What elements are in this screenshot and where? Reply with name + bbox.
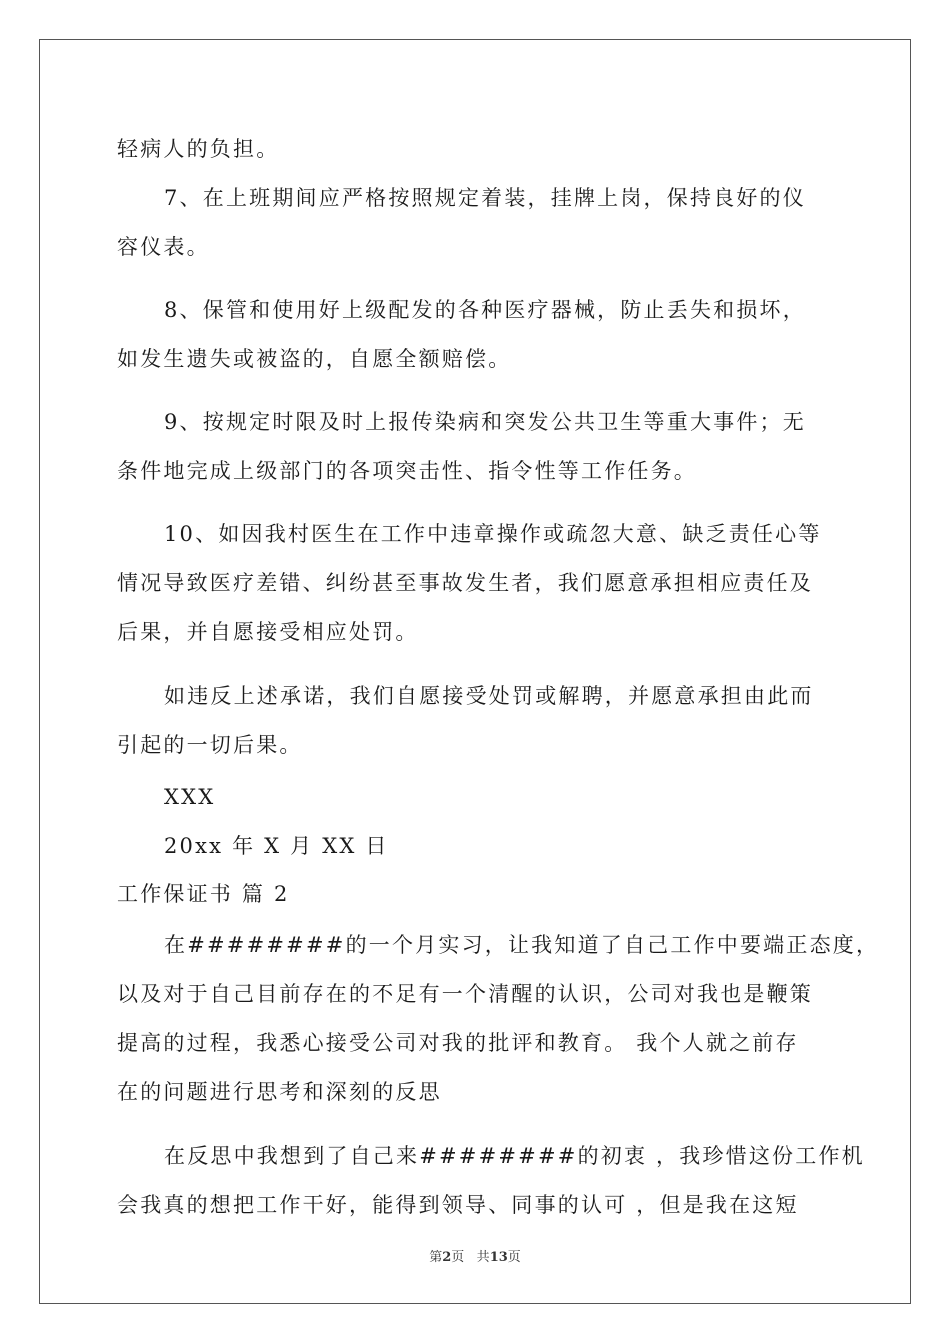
current-page-number: 2 [442,1250,452,1265]
footer-page-suffix: 页 [451,1250,465,1265]
footer-total-prefix: 共 [476,1250,490,1265]
signature-date: 20xx 年 X 月 XX 日 [164,834,389,858]
text-line: 在的问题进行思考和深刻的反思 [117,1080,442,1104]
text-line: 轻病人的负担。 [117,137,280,161]
footer-total-suffix: 页 [507,1250,521,1265]
text-line: 9、按规定时限及时上报传染病和突发公共卫生等重大事件；无 [164,410,806,434]
text-line: 8、保管和使用好上级配发的各种医疗器械，防止丢失和损坏， [164,298,806,322]
text-line: 7、在上班期间应严格按照规定着装，挂牌上岗，保持良好的仪 [164,186,806,210]
text-line: 情况导致医疗差错、纠纷甚至事故发生者，我们愿意承担相应责任及 [117,571,813,595]
text-line: 在########的一个月实习，让我知道了自己工作中要端正态度， [164,933,880,957]
text-line: 引起的一切后果。 [117,733,303,757]
text-line: 在反思中我想到了自己来########的初衷 ，我珍惜这份工作机 [164,1144,865,1168]
text-line: 条件地完成上级部门的各项突击性、指令性等工作任务。 [117,459,697,483]
text-line: 后果，并自愿接受相应处罚。 [117,620,419,644]
section-heading: 工作保证书 篇 2 [117,882,290,906]
text-line: 10、如因我村医生在工作中违章操作或疏忽大意、缺乏责任心等 [164,522,822,546]
text-line: 会我真的想把工作干好，能得到领导、同事的认可 ，但是我在这短 [117,1193,799,1217]
text-line: 如违反上述承诺，我们自愿接受处罚或解聘，并愿意承担由此而 [164,684,814,708]
text-line: 容仪表。 [117,235,210,259]
text-line: 提高的过程，我悉心接受公司对我的批评和教育。 我个人就之前存 [117,1031,799,1055]
page-footer [0,1246,950,1265]
text-line: 如发生遗失或被盗的，自愿全额赔偿。 [117,347,512,371]
signature-name: XXX [164,785,216,809]
text-line: 以及对于自己目前存在的不足有一个清醒的认识，公司对我也是鞭策 [117,982,813,1006]
footer-prefix: 第 [429,1250,443,1265]
total-pages-number: 13 [489,1250,508,1265]
